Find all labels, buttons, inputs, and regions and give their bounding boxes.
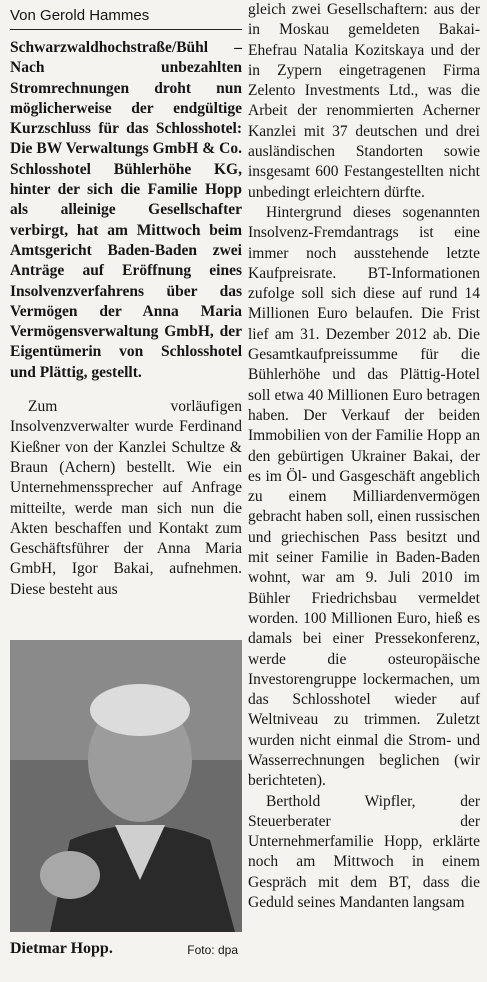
caption-name: Dietmar Hopp. [10,940,113,957]
right-column [248,0,480,913]
photo-caption [10,940,242,958]
lead-paragraph: Schwarzwaldhochstraße/Bühl – Nach unbezahlten Stromrechnungen droht nun möglicherweise der endgültige Kurzschluss für das Schlosshotel: Die BW Verwaltungs GmbH & Co. Schlosshotel Bühlerhöhe KG, hinter der sich die Familie Hopp als alleinige Gesellschafter verbirgt, hat am Mittwoch beim Amtsgericht Baden-Baden zwei Anträge auf Eröffnung eines Insolvenzverfahrens über das Vermögen der Anna Maria Vermögensverwaltung GmbH, der Eigentümerin von Schlosshotel und Plättig, gestellt. [10,39,242,381]
portrait-image [10,640,242,932]
body-paragraph-1-right: gleich zwei Gesellschaftern: aus der in Moskau gemeldeten Bakai-Ehefrau Natalia Kozitskaya und der in Zypern eingetragenen Firma Zelento Investments Ltd., was die Arbeit der renommierten Acherner Kanzlei mit 37 deutschen und drei ausländischen Standorten sowie insgesamt 600 Festangestellten nicht unbedingt erleichtern dürfte. [248,1,480,201]
body-paragraph-3: Berthold Wipfler, der Steuerberater der Unternehmerfamilie Hopp, erklärte noch am Mittwoch in einem Gespräch mit dem BT, dass die Geduld seines Mandanten langsam [248,792,480,912]
portrait-photo [10,640,242,932]
photo-credit: Foto: dpa [187,943,238,957]
body-paragraph-1-left: Zum vorläufigen Insolvenzverwalter wurde Ferdinand Kießner von der Kanzlei Schultze & Braun (Achern) bestellt. Wie ein Unternehmenssprecher auf Anfrage mitteilte, werde man sich nun die Akten beschaffen und Kontakt zum Geschäftsführer der Anna Maria GmbH, Igor Bakai, aufnehmen. Diese besteht aus [10,398,242,598]
left-column [10,6,242,600]
byline: Von Gerold Hammes [10,6,242,30]
body-paragraph-2: Hintergrund dieses sogenannten Insolvenz-Fremdantrags ist eine immer noch ausstehende letzte Kaufpreisrate. BT-Informationen zufolge soll sich diese auf rund 14 Millionen Euro belaufen. Die Frist lief am 31. Dezember 2012 ab. Die Gesamtkaufpreissumme für die Bühlerhöhe und das Plättig-Hotel soll etwa 40 Millionen Euro betragen haben. Der Verkauf der beiden Immobilien von der Familie Hopp an den gebürtigen Ukrainer Bakai, der es im Öl- und Gasgeschäft angeblich zu einem Milliardenvermögen gebracht haben soll, einen russischen und griechischen Pass besitzt und mit seiner Familie in Baden-Baden wohnt, war am 9. Juli 2010 im Bühler Friedrichsbau vermeldet worden. 100 Millionen Euro, hieß es damals bei einer Pressekonferenz, werde die osteuropäische Investorengruppe lockermachen, um das Schlosshotel wieder auf Weltniveau zu trimmen. Zuletzt wurden nicht einmal die Strom- und Wasserrechnungen beglichen (wir berichteten). [248,203,480,790]
